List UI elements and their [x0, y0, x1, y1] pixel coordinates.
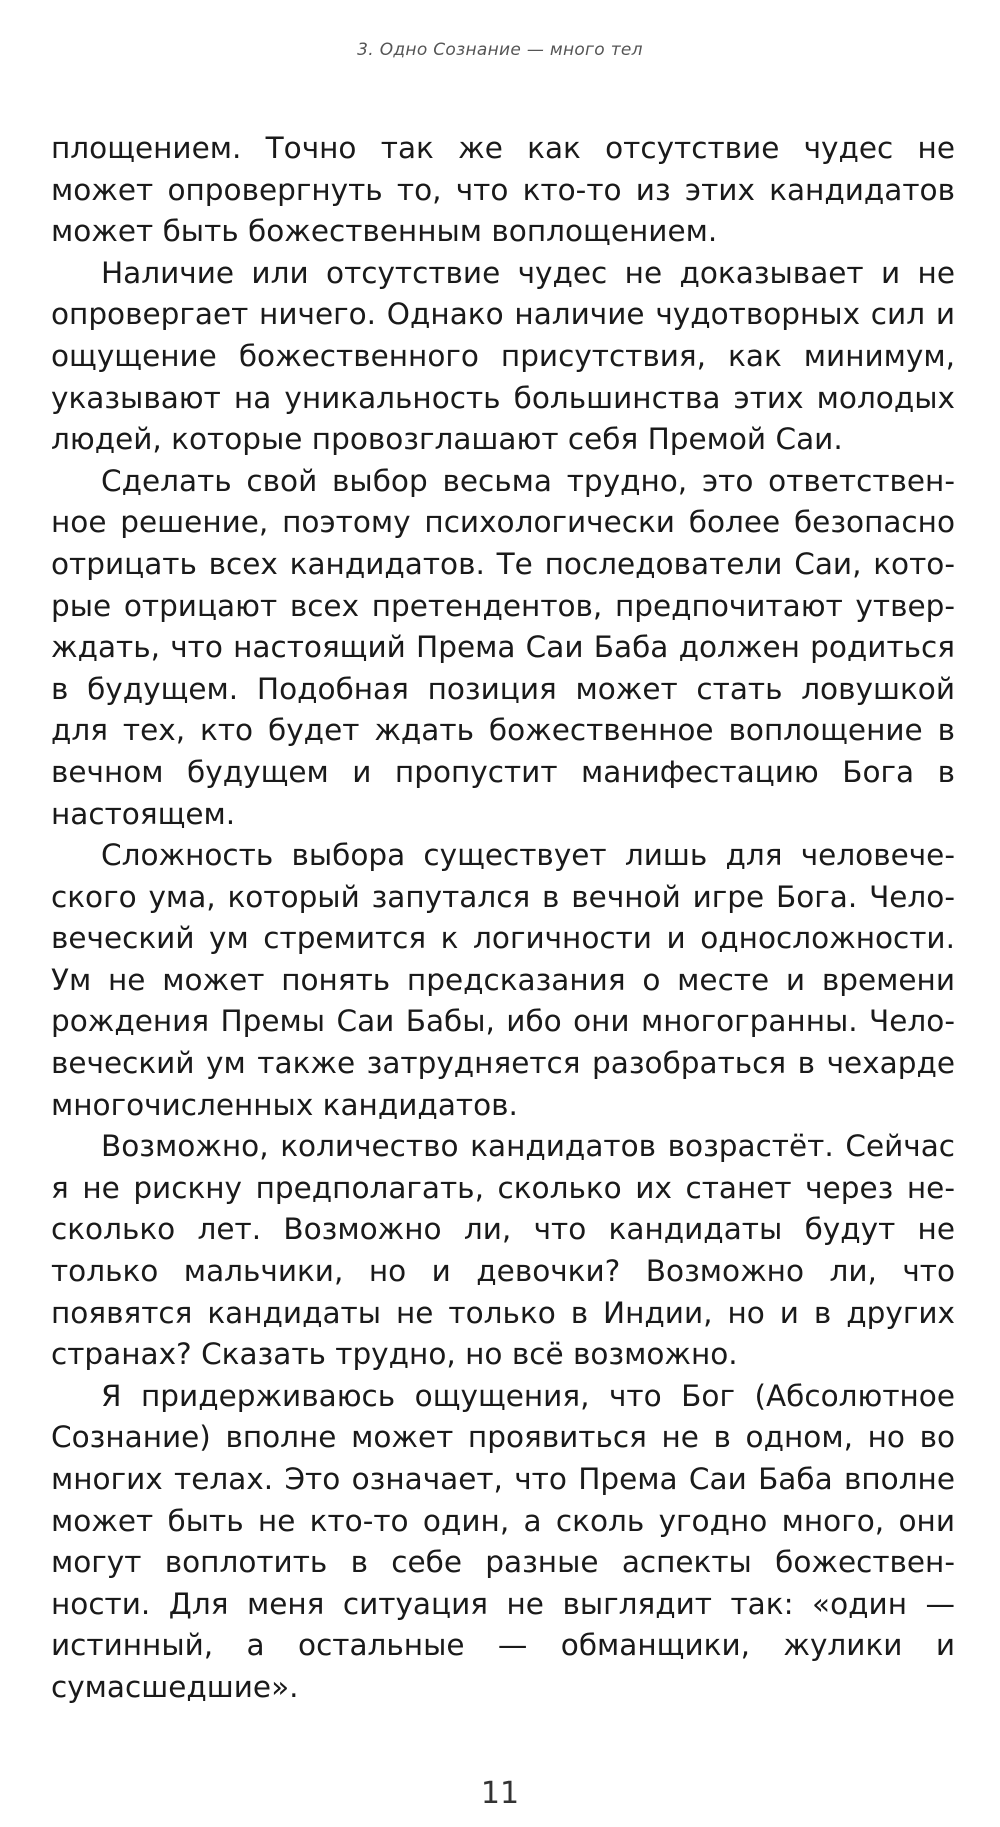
- paragraph-3: Сделать свой выбор весьма трудно, это ответственное решение, поэтому психологически более безопасно отрицать всех кандидатов. Те последователи Саи, которые отрицают всех претендентов, предпочитают утверждать, что настоящий Према Саи Баба должен родиться в будущем. Подобная позиция может стать ловушкой для тех, кто будет ждать божественное воплощение в вечном будущем и пропустит манифестацию Бога в настоящем.: [51, 463, 955, 831]
- paragraph-6: Я придерживаюсь ощущения, что Бог (Абсолютное Сознание) вполне может проявиться не в одном, но во многих телах. Это означает, что Према Саи Баба вполне может быть не кто-то один, а сколь угодно много, они могут воплотить в себе разные аспекты божественности. Для меня ситуация не выглядит так: «один — истинный, а остальные — обманщики, жулики и сумасшедшие».: [51, 1378, 955, 1704]
- paragraph-4: Сложность выбора существует лишь для человеческого ума, который запутался в вечной игре Бога. Человеческий ум стремится к логичности и односложности. Ум не может понять предсказания о месте и времени рождения Премы Саи Бабы, ибо они многогранны. Человеческий ум также затрудняется разобраться в чехарде многочисленных кандидатов.: [51, 838, 955, 1122]
- paragraph-1: площением. Точно так же как отсутствие чудес не может опровергнуть то, что кто-то из этих кандидатов может быть божественным воплощением.: [51, 131, 955, 249]
- running-header: 3. Одно Сознание — много тел: [357, 40, 643, 60]
- paragraph-5: Возможно, количество кандидатов возрастёт. Сейчас я не рискну предполагать, сколько их станет через несколько лет. Возможно ли, что кандидаты будут не только мальчики, но и девочки? Возможно ли, что появятся кандидаты не только в Индии, но и в других странах? Сказать трудно, но всё возможно.: [51, 1129, 955, 1372]
- body-text: [51, 128, 955, 1709]
- page-number: 11: [480, 1776, 520, 1811]
- paragraph-2: Наличие или отсутствие чудес не доказывает и не опровергает ничего. Однако наличие чудотворных сил и ощущение божественного присутствия, как минимум, указывают на уникальность большинства этих молодых людей, которые провозглашают себя Премой Саи.: [51, 255, 955, 457]
